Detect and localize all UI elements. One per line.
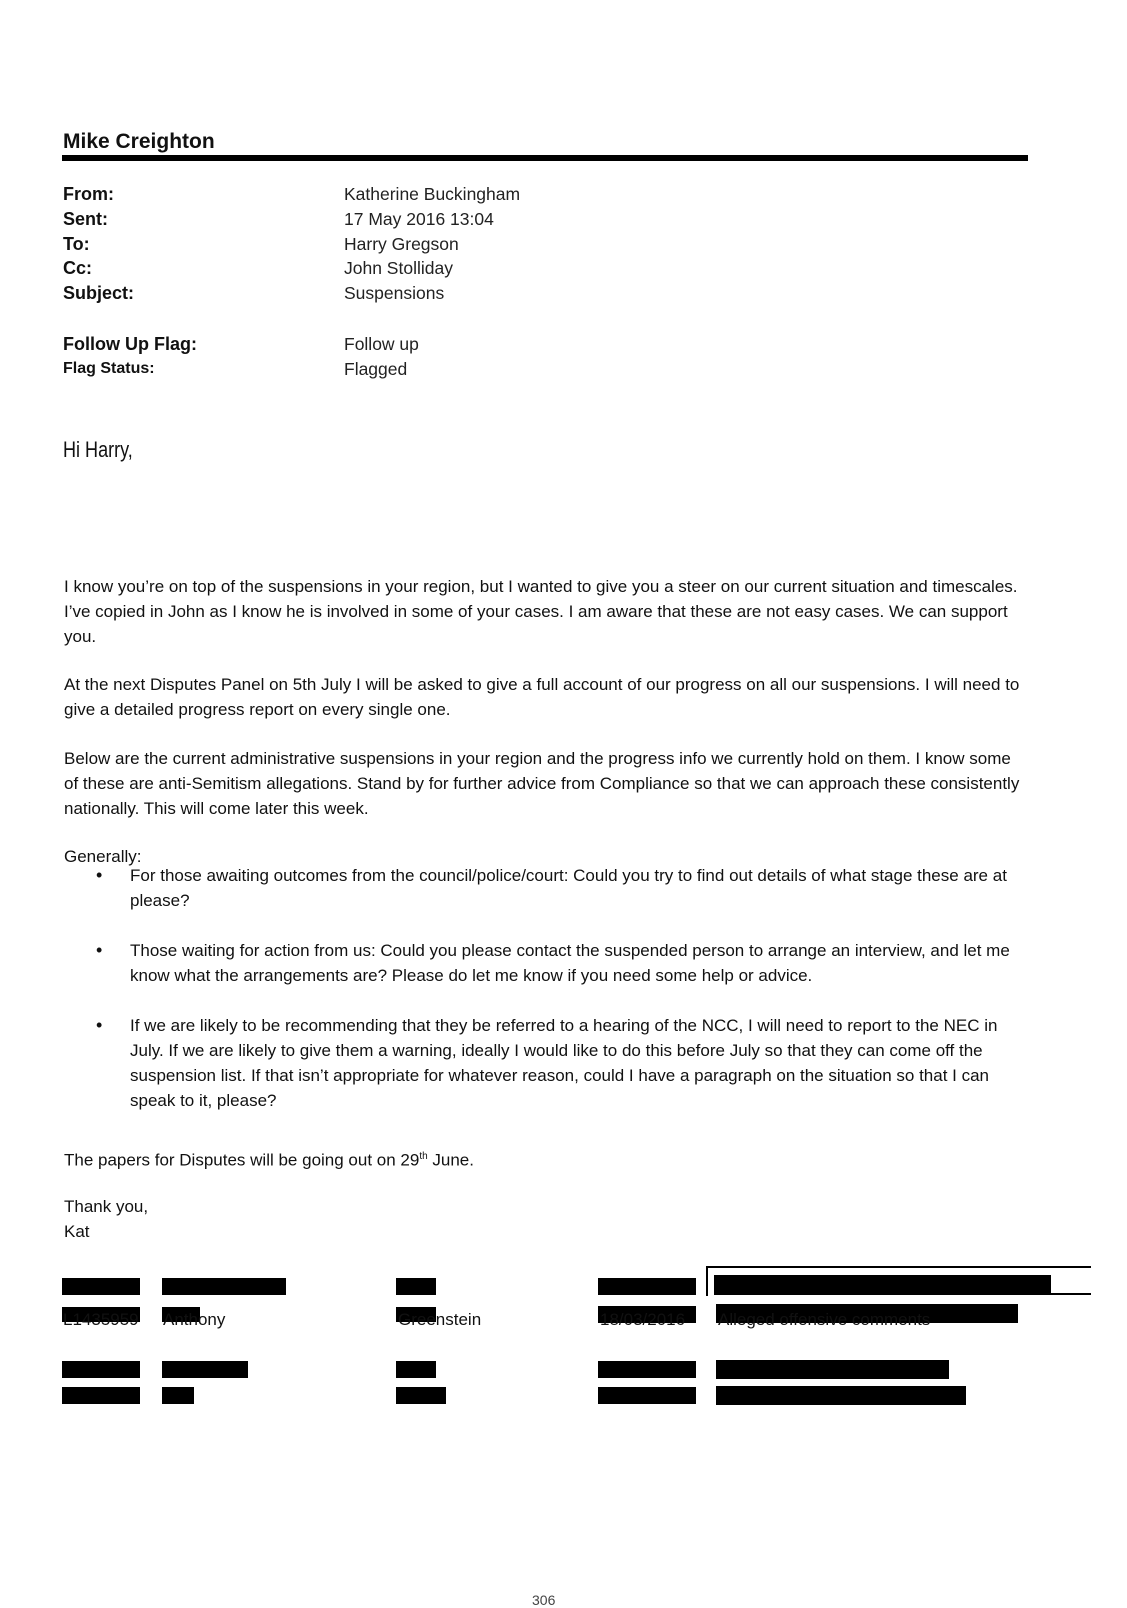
bullet-marker: • (96, 865, 103, 885)
member-id: L1435959 (63, 1310, 139, 1329)
greeting: Hi Harry, (63, 437, 133, 462)
redaction-bar (396, 1387, 446, 1404)
table-box-left (706, 1266, 708, 1296)
redaction-bar (396, 1361, 436, 1378)
last-name: Greenstein (398, 1310, 482, 1329)
bullet-marker: • (96, 1015, 103, 1035)
first-name: Anthony (163, 1310, 226, 1329)
papers-text: The papers for Disputes will be going out on 29 (64, 1150, 420, 1170)
closing: Thank you, (64, 1197, 149, 1216)
redaction-bar (598, 1387, 696, 1404)
paragraph-intro: I know you’re on top of the suspensions in your region, but I wanted to give you a steer on our current situation and timescales. I’ve copied in John as I know he is involved in some of your cases. I am aware that these are not easy cases. We can support you. (64, 577, 1018, 646)
papers-text-end: June. (427, 1150, 474, 1170)
bullet-list (64, 863, 1024, 1138)
sender-name: Mike Creighton (63, 130, 215, 153)
header-rule (62, 155, 1028, 161)
redaction-bar (716, 1386, 966, 1405)
from-label: From: (63, 184, 114, 204)
redaction-bar (162, 1278, 286, 1295)
flag-status-label: Flag Status: (63, 360, 155, 377)
flag-status-value: Flagged (344, 359, 408, 379)
sent-label: Sent: (63, 209, 108, 229)
redaction-bar (62, 1361, 140, 1378)
redaction-bar (62, 1278, 140, 1295)
signature: Kat (64, 1222, 90, 1241)
to-label: To: (63, 234, 90, 254)
list-item (64, 863, 1024, 913)
cc-value: John Stolliday (344, 258, 453, 278)
paragraph-suspensions: Below are the current administrative suspensions in your region and the progress info we currently hold on them. I know some of these are anti-Semitism allegations. Stand by for further advice from Compliance so that we can approach these consistently nationally. This will come later this week. (64, 749, 1020, 818)
to-value: Harry Gregson (344, 234, 459, 254)
from-value: Katherine Buckingham (344, 184, 521, 204)
subject-value: Suspensions (344, 283, 445, 303)
page-number: 306 (532, 1592, 556, 1608)
papers-superscript: th (419, 1151, 428, 1162)
bullet-marker: • (96, 940, 103, 960)
redaction-bar (714, 1275, 1051, 1295)
redaction-bar (598, 1278, 696, 1295)
list-item (64, 938, 1024, 988)
redaction-bar (162, 1361, 248, 1378)
list-item (64, 1013, 1024, 1113)
papers-sentence (64, 1144, 1024, 1173)
follow-up-flag-label: Follow Up Flag: (63, 334, 197, 354)
bullet-text: For those awaiting outcomes from the council/police/court: Could you try to find out details of what stage these are at please? (130, 866, 1007, 910)
redaction-bar (598, 1361, 696, 1378)
subject-label: Subject: (63, 283, 135, 303)
table-box-top (706, 1266, 1091, 1268)
redaction-bar (396, 1278, 436, 1295)
redaction-bar (716, 1360, 949, 1379)
table-box-bottom (1051, 1293, 1091, 1295)
bullet-text: If we are likely to be recommending that they be referred to a hearing of the NCC, I will need to report to the NEC in July. If we are likely to give them a warning, ideally I would like to do this before July so that they can come off the suspension list. If that isn’t appropriate for whatever reason, could I have a paragraph on the situation so that I can speak to it, please? (130, 1016, 998, 1110)
follow-up-flag-value: Follow up (344, 334, 419, 354)
generally-heading: Generally: (64, 847, 142, 866)
bullet-text: Those waiting for action from us: Could you please contact the suspended person to arrange an interview, and let me know what the arrangements are? Please do let me know if you need some help or advice. (130, 941, 1010, 985)
redaction-bar (162, 1387, 194, 1404)
suspension-reason: Alleged offensive comments (718, 1310, 931, 1329)
cc-label: Cc: (63, 258, 93, 278)
paragraph-disputes-panel: At the next Disputes Panel on 5th July I will be asked to give a full account of our progress on all our suspensions. I will need to give a detailed progress report on every single one. (64, 675, 1020, 719)
redaction-bar (62, 1387, 140, 1404)
suspension-date: 18/03/2016 (600, 1310, 686, 1329)
sent-value: 17 May 2016 13:04 (344, 209, 494, 229)
